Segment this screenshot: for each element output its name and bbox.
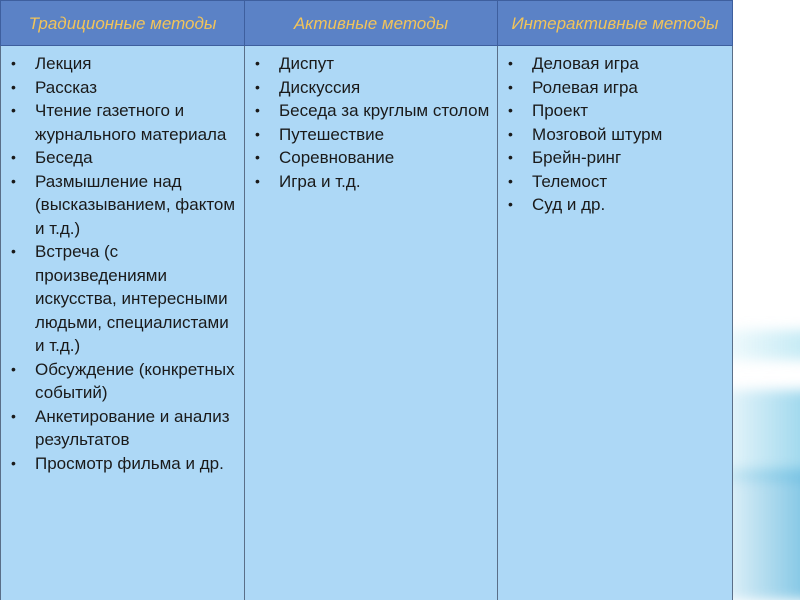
list-item-text: Ролевая игра: [532, 77, 638, 97]
column-traditional: [1, 46, 245, 600]
bullet-icon: •: [11, 360, 16, 377]
list-item-text: Мозговой штурм: [532, 124, 663, 144]
bullet-icon: •: [508, 196, 513, 212]
list-item-text: Дискуссия: [279, 77, 361, 97]
active-methods-list: [249, 52, 493, 193]
list-item-text: Чтение газетного и журнального материала: [35, 101, 227, 144]
list-item: [502, 52, 728, 76]
bullet-icon: •: [255, 172, 260, 189]
bullet-icon: •: [11, 78, 16, 95]
list-item: [5, 358, 240, 405]
body-row: [1, 46, 733, 600]
list-item-text: Соревнование: [279, 148, 395, 167]
list-item-text: Путешествие: [279, 124, 385, 144]
bullet-icon: •: [508, 125, 513, 142]
list-item: [502, 170, 728, 194]
list-item: [502, 193, 728, 217]
traditional-methods-list: [5, 52, 240, 475]
bullet-icon: •: [508, 172, 513, 189]
bullet-icon: •: [11, 407, 16, 424]
list-item: [5, 240, 240, 358]
list-item: [5, 52, 240, 76]
bullet-icon: •: [11, 172, 16, 189]
header-row: [1, 1, 733, 46]
bullet-icon: •: [255, 149, 260, 165]
bullet-icon: •: [11, 149, 16, 165]
interactive-methods-list: [502, 52, 728, 217]
bullet-icon: •: [508, 149, 513, 165]
list-item-text: Анкетирование и анализ результатов: [35, 406, 230, 449]
header-traditional: Традиционные методы: [1, 1, 245, 46]
bullet-icon: •: [255, 125, 260, 142]
list-item-text: Диспут: [279, 54, 335, 73]
list-item-text: Деловая игра: [532, 54, 639, 73]
list-item-text: Лекция: [35, 54, 92, 73]
list-item: [249, 76, 493, 100]
bullet-icon: •: [508, 55, 513, 71]
list-item: [5, 146, 240, 170]
list-item: [249, 99, 493, 123]
bullet-icon: •: [508, 102, 513, 118]
header-active: Активные методы: [245, 1, 498, 46]
list-item-text: Беседа: [35, 148, 93, 167]
bullet-icon: •: [11, 55, 16, 71]
list-item: [249, 52, 493, 76]
list-item-text: Просмотр фильма и др.: [35, 453, 224, 473]
bullet-icon: •: [11, 243, 16, 259]
list-item-text: Суд и др.: [532, 195, 606, 214]
list-item: [502, 123, 728, 147]
bullet-icon: •: [508, 78, 513, 95]
list-item-text: Проект: [532, 101, 588, 120]
list-item-text: Рассказ: [35, 77, 98, 97]
list-item-text: Встреча (с произведениями искусства, интересными людьми, специалистами и т.д.): [35, 242, 229, 355]
column-active: [245, 46, 498, 600]
list-item: [502, 99, 728, 123]
column-interactive: [498, 46, 733, 600]
header-interactive: Интерактивные методы: [498, 1, 733, 46]
list-item: [249, 123, 493, 147]
list-item-text: Телемост: [532, 171, 608, 191]
list-item: [5, 99, 240, 146]
list-item: [249, 146, 493, 170]
list-item-text: Игра и т.д.: [279, 171, 361, 191]
bullet-icon: •: [255, 55, 260, 71]
list-item-text: Беседа за круглым столом: [279, 101, 490, 120]
bullet-icon: •: [11, 102, 16, 118]
list-item-text: Обсуждение (конкретных событий): [35, 359, 235, 402]
list-item: [5, 170, 240, 241]
list-item: [5, 76, 240, 100]
list-item: [249, 170, 493, 194]
list-item: [502, 76, 728, 100]
bullet-icon: •: [255, 102, 260, 118]
list-item-text: Размышление над (высказыванием, фактом и т.д.): [35, 171, 236, 238]
list-item-text: Брейн-ринг: [532, 148, 622, 167]
bullet-icon: •: [11, 454, 16, 471]
bullet-icon: •: [255, 78, 260, 95]
list-item: [502, 146, 728, 170]
list-item: [5, 405, 240, 452]
list-item: [5, 452, 240, 476]
